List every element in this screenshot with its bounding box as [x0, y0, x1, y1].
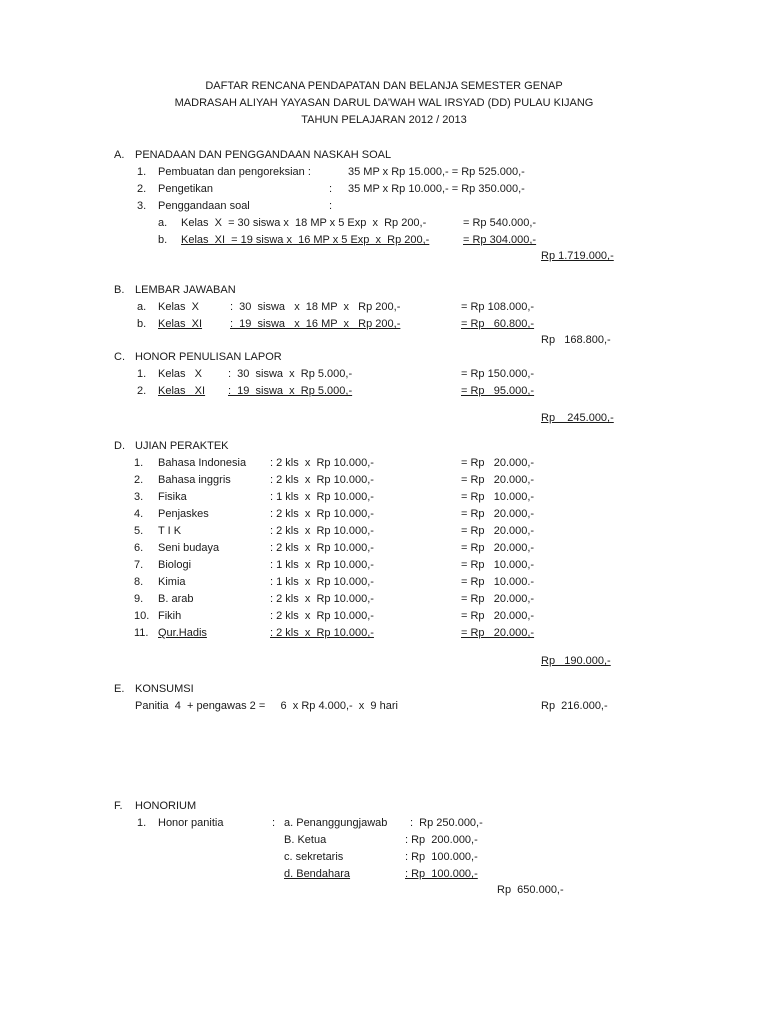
d-item-result: = Rp 20.000,-	[461, 593, 535, 605]
d-item-name: Seni budaya	[158, 542, 220, 554]
d-item-num: 5.	[134, 525, 144, 537]
f-item-num: 1.	[137, 817, 147, 829]
b-item-a-kelas: Kelas X	[158, 301, 199, 313]
section-b-letter: B.	[114, 284, 125, 296]
d-item-calc: : 2 kls x Rp 10.000,-	[270, 525, 374, 537]
c-item-1-result: = Rp 150.000,-	[461, 368, 535, 380]
section-f-letter: F.	[114, 800, 123, 812]
a-item-2-colon: :	[329, 183, 333, 195]
section-f-title: HONORIUM	[135, 800, 197, 812]
a-item-1-num: 1.	[137, 166, 147, 178]
d-item-result: = Rp 20.000,-	[461, 610, 535, 622]
f-item-label: Honor panitia	[158, 817, 224, 829]
d-item-num: 11.	[134, 627, 149, 639]
d-item-result: = Rp 10.000.-	[461, 576, 535, 588]
d-item-calc: : 2 kls x Rp 10.000,-	[270, 593, 374, 605]
a-item-1-calc: 35 MP x Rp 15.000,- = Rp 525.000,-	[348, 166, 525, 178]
d-item-result: = Rp 20.000,-	[461, 542, 535, 554]
section-c-title: HONOR PENULISAN LAPOR	[135, 351, 282, 363]
d-item-name: Biologi	[158, 559, 192, 571]
section-e-title: KONSUMSI	[135, 683, 194, 695]
d-item-calc: : 2 kls x Rp 10.000,-	[270, 627, 374, 639]
d-item-name: T I K	[158, 525, 182, 537]
d-item-name: Fikih	[158, 610, 182, 622]
section-b-title: LEMBAR JAWABAN	[135, 284, 236, 296]
section-e-line: Panitia 4 + pengawas 2 = 6 x Rp 4.000,- x 9 hari	[135, 700, 398, 712]
a-item-3-colon: :	[329, 200, 333, 212]
title-line-3: TAHUN PELAJARAN 2012 / 2013	[301, 114, 467, 126]
d-item-num: 6.	[134, 542, 144, 554]
a-sub-b-result: = Rp 304.000,-	[463, 234, 537, 246]
b-item-a-result: = Rp 108.000,-	[461, 301, 535, 313]
d-item-result: = Rp 20.000,-	[461, 525, 535, 537]
d-item-calc: : 2 kls x Rp 10.000,-	[270, 508, 374, 520]
f-role-2: B. Ketua	[284, 834, 327, 846]
c-item-2-result: = Rp 95.000,-	[461, 385, 535, 397]
f-amount-4: : Rp 100.000,-	[405, 868, 478, 880]
b-item-b-result: = Rp 60.800,-	[461, 318, 535, 330]
c-item-2-calc: : 19 siswa x Rp 5.000,-	[228, 385, 353, 397]
b-item-b-kelas: Kelas XI	[158, 318, 203, 330]
f-role-3: c. sekretaris	[284, 851, 344, 863]
d-item-calc: : 1 kls x Rp 10.000,-	[270, 576, 374, 588]
d-item-num: 10.	[134, 610, 150, 622]
d-item-calc: : 2 kls x Rp 10.000,-	[270, 542, 374, 554]
a-item-3-num: 3.	[137, 200, 147, 212]
d-item-num: 4.	[134, 508, 144, 520]
b-item-a-calc: : 30 siswa x 18 MP x Rp 200,-	[230, 301, 401, 313]
a-sub-b-text: Kelas XI = 19 siswa x 16 MP x 5 Exp x Rp 200,-	[181, 234, 430, 246]
f-amount-1: : Rp 250.000,-	[410, 817, 483, 829]
section-e-letter: E.	[114, 683, 125, 695]
a-item-2-num: 2.	[137, 183, 147, 195]
d-item-calc: : 2 kls x Rp 10.000,-	[270, 610, 374, 622]
d-item-calc: : 2 kls x Rp 10.000,-	[270, 457, 374, 469]
a-sub-b-letter: b.	[158, 234, 168, 246]
d-item-name: B. arab	[158, 593, 194, 605]
d-item-result: = Rp 10.000,-	[461, 491, 535, 503]
d-item-num: 1.	[134, 457, 144, 469]
d-item-result: = Rp 20.000,-	[461, 474, 535, 486]
section-b-total: Rp 168.800,-	[541, 334, 611, 346]
section-e-total: Rp 216.000,-	[541, 700, 608, 712]
a-item-2-calc: 35 MP x Rp 10.000,- = Rp 350.000,-	[348, 183, 525, 195]
section-f-total: Rp 650.000,-	[497, 884, 564, 896]
c-item-2-num: 2.	[137, 385, 147, 397]
section-d-title: UJIAN PERAKTEK	[135, 440, 229, 452]
a-sub-a-result: = Rp 540.000,-	[463, 217, 537, 229]
f-amount-3: : Rp 100.000,-	[405, 851, 478, 863]
b-item-a-letter: a.	[137, 301, 147, 313]
d-item-name: Bahasa Indonesia	[158, 457, 247, 469]
d-item-name: Bahasa inggris	[158, 474, 231, 486]
a-sub-a-text: Kelas X = 30 siswa x 18 MP x 5 Exp x Rp 200,-	[181, 217, 427, 229]
section-a-total: Rp 1.719.000,-	[541, 250, 614, 262]
d-item-num: 8.	[134, 576, 144, 588]
title-line-2: MADRASAH ALIYAH YAYASAN DARUL DA’WAH WAL IRSYAD (DD) PULAU KIJANG	[174, 97, 594, 109]
d-item-result: = Rp 20.000,-	[461, 508, 535, 520]
d-item-result: = Rp 20.000,-	[461, 457, 535, 469]
d-item-name: Kimia	[158, 576, 186, 588]
d-item-name: Penjaskes	[158, 508, 209, 520]
d-item-name: Fisika	[158, 491, 187, 503]
d-item-num: 9.	[134, 593, 144, 605]
d-item-calc: : 1 kls x Rp 10.000,-	[270, 559, 374, 571]
section-d-total: Rp 190.000,-	[541, 655, 611, 667]
b-item-b-calc: : 19 siswa x 16 MP x Rp 200,-	[230, 318, 401, 330]
d-item-num: 2.	[134, 474, 144, 486]
d-item-calc: : 1 kls x Rp 10.000,-	[270, 491, 374, 503]
f-role-1: a. Penanggungjawab	[284, 817, 388, 829]
d-item-result: = Rp 20.000,-	[461, 627, 535, 639]
section-a-letter: A.	[114, 149, 125, 161]
f-item-colon: :	[272, 817, 276, 829]
c-item-1-calc: : 30 siswa x Rp 5.000,-	[228, 368, 353, 380]
d-item-num: 3.	[134, 491, 144, 503]
a-sub-a-letter: a.	[158, 217, 168, 229]
a-item-3-label: Penggandaan soal	[158, 200, 250, 212]
section-d-letter: D.	[114, 440, 125, 452]
f-role-4: d. Bendahara	[284, 868, 351, 880]
d-item-num: 7.	[134, 559, 144, 571]
section-c-total: Rp 245.000,-	[541, 412, 614, 424]
section-a-title: PENADAAN DAN PENGGANDAAN NASKAH SOAL	[135, 149, 392, 161]
c-item-2-kelas: Kelas XI	[158, 385, 206, 397]
f-amount-2: : Rp 200.000,-	[405, 834, 478, 846]
d-item-name: Qur.Hadis	[158, 627, 207, 639]
d-item-calc: : 2 kls x Rp 10.000,-	[270, 474, 374, 486]
a-item-1-label: Pembuatan dan pengoreksian :	[158, 166, 311, 178]
c-item-1-kelas: Kelas X	[158, 368, 203, 380]
title-line-1: DAFTAR RENCANA PENDAPATAN DAN BELANJA SEMESTER GENAP	[205, 80, 563, 92]
d-item-result: = Rp 10.000,-	[461, 559, 535, 571]
c-item-1-num: 1.	[137, 368, 147, 380]
b-item-b-letter: b.	[137, 318, 147, 330]
a-item-2-label: Pengetikan	[158, 183, 214, 195]
section-c-letter: C.	[114, 351, 125, 363]
